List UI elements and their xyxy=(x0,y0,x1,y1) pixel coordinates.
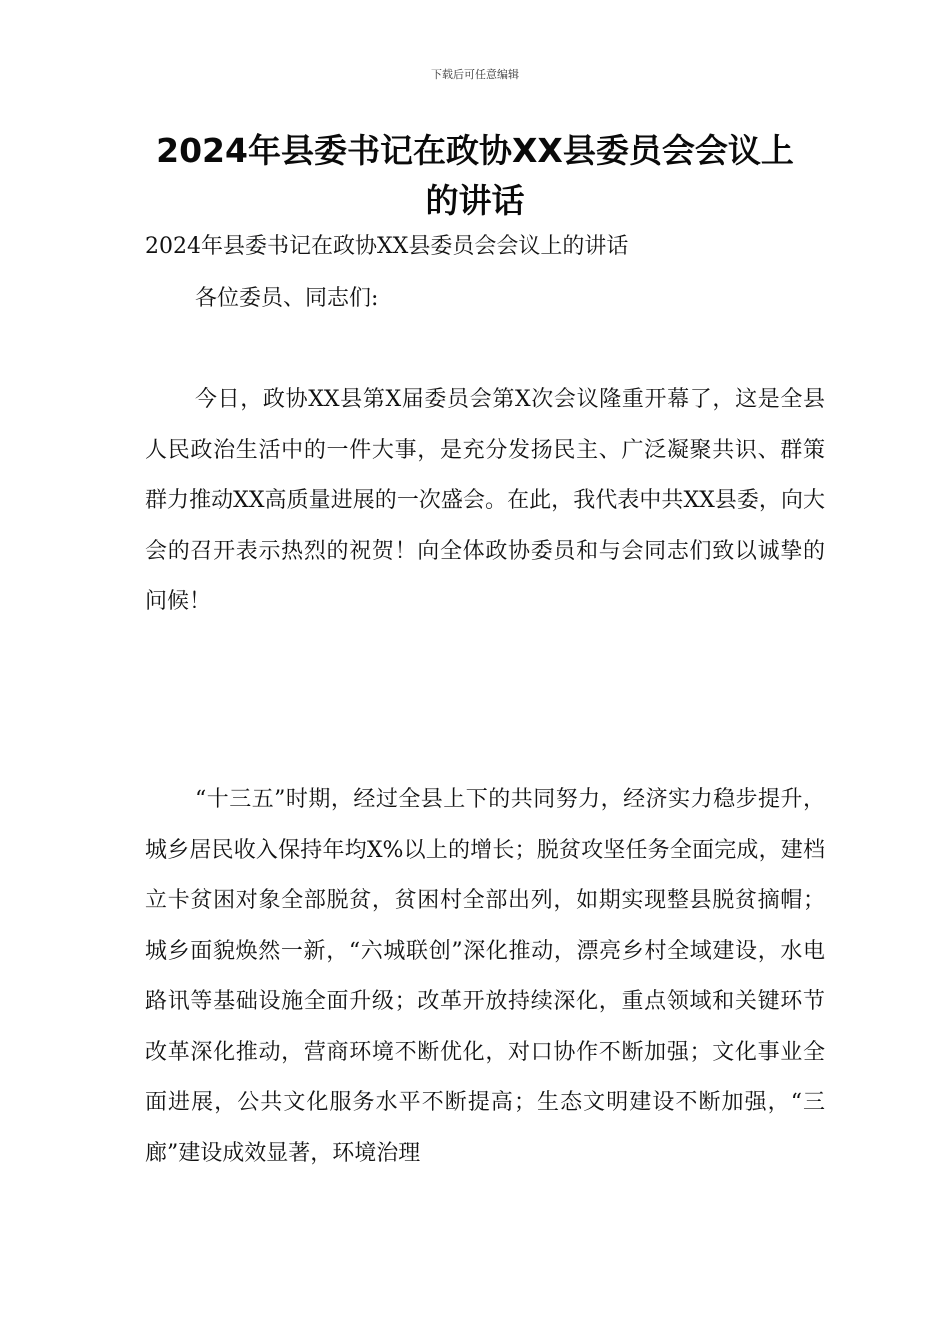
salutation: 各位委员、同志们: xyxy=(195,286,379,311)
paragraph-opening: 今日，政协XX县第X届委员会第X次会议隆重开幕了，这是全县人民政治生活中的一件大事，是充分发扬民主、广泛凝聚共识、群策群力推动XX高质量进展的一次盛会。在此，我代表中共XX县委，向大会的召开表示热烈的祝贺！向全体政协委员和与会同志们致以诚挚的问候！ xyxy=(145,387,825,614)
paragraph-review: “十三五”时期，经过全县上下的共同努力，经济实力稳步提升，城乡居民收入保持年均X%以上的增长；脱贫攻坚任务全面完成，建档立卡贫困对象全部脱贫，贫困村全部出列，如期实现整县脱贫摘帽；城乡面貌焕然一新，“六城联创”深化推动，漂亮乡村全域建设，水电路讯等基础设施全面升级；改革开放持续深化，重点领域和关键环节改革深化推动，营商环境不断优化，对口协作不断加强；文化事业全面进展，公共文化服务水平不断提高；生态文明建设不断加强，“三廊”建设成效显著，环境治理 xyxy=(145,787,825,1166)
document-subtitle: 2024年县委书记在政协XX县委员会会议上的讲话 xyxy=(145,234,629,259)
header-note: 下载后可任意编辑 xyxy=(431,68,519,81)
page-title: 2024年县委书记在政协XX县委员会会议上的讲话 xyxy=(156,131,794,220)
